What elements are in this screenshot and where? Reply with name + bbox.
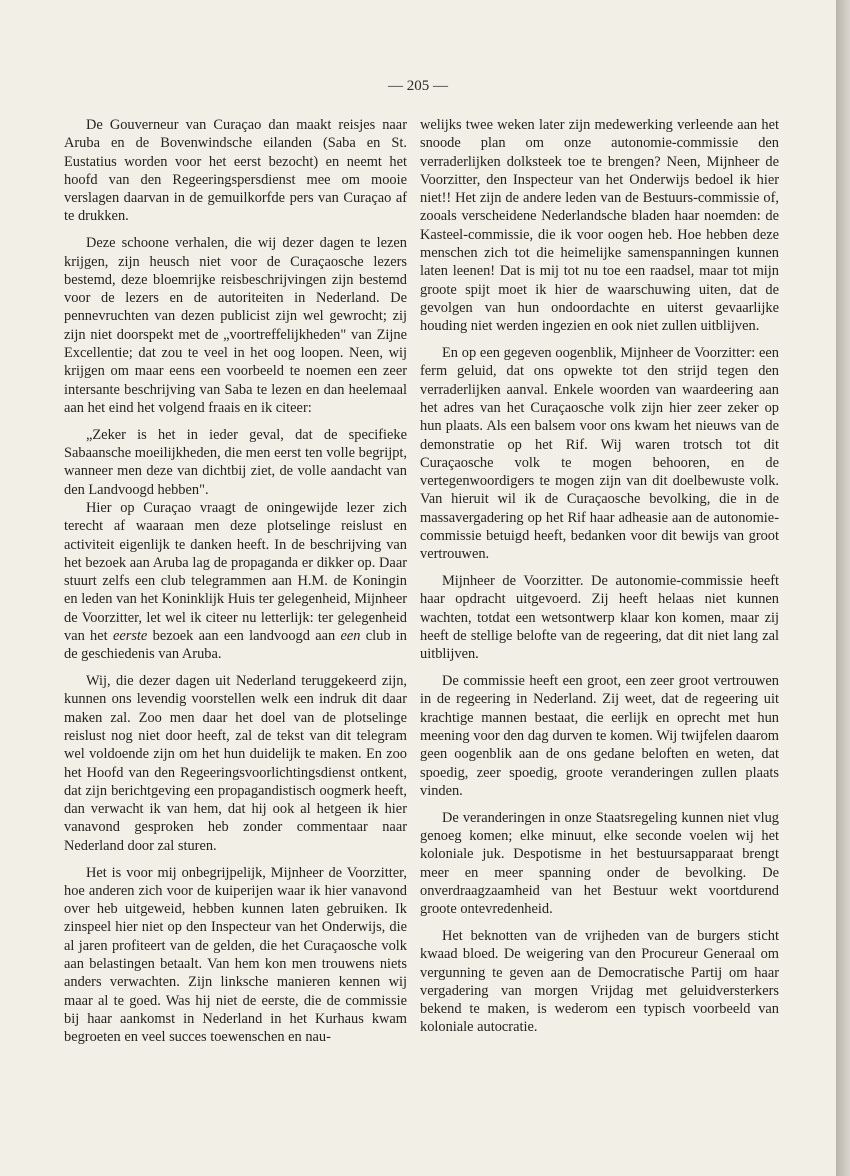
paragraph: En op een gegeven oogenblik, Mijnheer de Voorzitter: een ferm geluid, dat ons opwekte tot den strijd tegen den verraderlijken aanval. Enkele woorden van waardeering aan het adres van het Curaçaosche volk zijn hier zeer zeker op hun plaats. Als een balsem voor ons kwam het nieuws van de demonstratie op het Rif. Wij waren trotsch tot dit Curaçaosche volk te mogen behooren, en de vertegenwoordigers te mogen zijn van dit doelbewuste volk. Van hieruit wil ik de Curaçaosche bevolking, die in de massavergadering op het Rif haar adheasie aan de autonomie-commissie betuigd heeft, bedanken voor dit bewijs van groot vertrouwen. bbox=[420, 345, 779, 563]
emphasis: eerste bbox=[112, 628, 148, 645]
paragraph: De Gouverneur van Curaçao dan maakt reisjes naar Aruba en de Bovenwindsche eilanden (Saba en St. Eustatius worden voor het eerst bezocht) en neemt het hoofd van den Regeeringspersdienst mee om mooie verslagen daarvan in de gemuilkorfde pers van Curaçao af te drukken. bbox=[64, 117, 407, 225]
emphasis: een bbox=[340, 628, 361, 645]
paragraph-text: club in de geschiedenis van Aruba. bbox=[64, 628, 408, 663]
right-column bbox=[420, 116, 779, 1045]
left-column bbox=[64, 116, 407, 1055]
paragraph-text: Hier op Curaçao vraagt de oningewijde lezer zich terecht af waaraan men deze plotselinge reislust en activiteit eigenlijk te danken heeft. In de beschrijving van het bezoek aan Aruba lag de propaganda er dikker op. Daar stuurt zelfs een club telegrammen aan H.M. de Koningin en leden van het Koninklijk Huis ter gelegenheid, Mijnheer de Voorzitter, let wel ik citeer nu letterlijk: ter gelegenheid van het bbox=[64, 499, 407, 645]
quotation: „Zeker is het in ieder geval, dat de specifieke Sabaansche moeilijkheden, die men eerst ten volle begrijpt, wanneer men deze van dichtbij ziet, de volle aandacht van den Landvoogd hebben". bbox=[64, 426, 407, 498]
paragraph: De veranderingen in onze Staatsregeling kunnen niet vlug genoeg komen; elke minuut, elke seconde voelen wij het koloniale juk. Despotisme in het bestuursapparaat brengt meer en meer spanning onder de bevolking. De onverdraagzaamheid van het Bestuur wekt voortdurend groote ontevredenheid. bbox=[420, 809, 779, 918]
paragraph: De commissie heeft een groot, een zeer groot vertrouwen in de regeering in Nederland. Zij weet, dat de regeering uit krachtige mannen bestaat, die eerlijk en oprecht met hun meening voor den dag durven te komen. Wij twijfelen daarom geen oogenblik aan de ons gedane beloften en weten, dat spoedig, zeer spoedig, groote veranderingen zullen plaats vinden. bbox=[420, 673, 779, 799]
paragraph: Het is voor mij onbegrijpelijk, Mijnheer de Voorzitter, hoe anderen zich voor de kuiperijen waar ik hier vanavond over heb uitgeweid, hebben kunnen laten gebruiken. Ik zinspeel hier niet op den Inspecteur van het Onderwijs, die al jaren profiteert van de gelden, die het Curaçaosche volk aan belastingen betaalt. Van hem kon men trouwens niets anders verwachten. Zijn linksche manieren kennen wij maar al te goed. Was hij niet de eerste, die de commissie bij haar aankomst in Nederland in het Kurhaus kwam begroeten en veel succes toewenschen en nau- bbox=[64, 864, 407, 1046]
paragraph-text: bezoek aan een landvoogd aan bbox=[152, 628, 336, 645]
paragraph-continuation: welijks twee weken later zijn medewerking verleende aan het snoode plan om onze autonomie-commissie den verraderlijken dolksteek toe te brengen? Neen, Mijnheer de Voorzitter, den Inspecteur van het Onderwijs bedoel ik hier niet!! Het zijn de andere leden van de Bestuurs-commissie of, zooals verscheidene Nederlandsche bladen haar noemden: de Kasteel-commissie, die ik voor oogen heb. Hoe hebben deze menschen zich tot die heimelijke samenspanningen kunnen laten leenen! Dat is mij tot nu toe een raadsel, maar tot mijn groote spijt moet ik hier de waarschuwing uiten, dat de gevolgen van hun ondoordachte en uiterst gevaarlijke houding niet werden ingezien en ook niet zullen uitblijven. bbox=[420, 117, 779, 335]
paragraph: Wij, die dezer dagen uit Nederland teruggekeerd zijn, kunnen ons levendig voorstellen welk een indruk dit daar maken zal. Zoo men daar het doel van de plotselinge reislust nog niet door heeft, zal de tekst van dit telegram wel voldoende zijn om het hun duidelijk te maken. En zoo het Hoofd van den Regeeringsvoorlichtingsdienst ontkent, dat zijn berichtgeving een propagandistisch oogmerk heeft, dan verwacht ik van hem, dat hij ook al hetgeen ik hier vanavond gesproken heb zonder commentaar naar Nederland door zal sturen. bbox=[64, 673, 407, 854]
paragraph: Het beknotten van de vrijheden van de burgers sticht kwaad bloed. De weigering van den Procureur Generaal om vergunning te geven aan de Democratische Partij om haar vergadering van morgen Vrijdag met geluidversterkers bekend te maken, is wederom een typisch voorbeeld van koloniale autocratie. bbox=[420, 927, 779, 1036]
paragraph: Deze schoone verhalen, die wij dezer dagen te lezen krijgen, zijn heusch niet voor de Curaçaosche lezers bestemd, deze bloemrijke reisbeschrijvingen zijn bestemd voor de lezers en de autoriteiten in Nederland. De pennevruchten van dezen publicist zijn wel gewrocht; zij zijn niet doorspekt met de „voortreffelijkheden" van Zijne Excellentie; dat zou te veel in het oog loopen. Neen, wij krijgen om maar eens een voorbeeld te noemen een zeer intersante beschrijving van Saba te lezen en dan heelemaal aan het eind het volgend fraais en ik citeer: bbox=[64, 235, 407, 416]
page-number: — 205 — bbox=[388, 78, 448, 94]
page-edge bbox=[836, 0, 850, 1176]
paragraph bbox=[64, 499, 407, 664]
paragraph: Mijnheer de Voorzitter. De autonomie-commissie heeft haar opdracht uitgevoerd. Zij heeft helaas niet kunnen wachten, totdat een wetsontwerp klaar kon komen, maar zij heeft de stellige belofte van de regeering, dat dit niet lang zal uitblijven. bbox=[420, 573, 779, 663]
